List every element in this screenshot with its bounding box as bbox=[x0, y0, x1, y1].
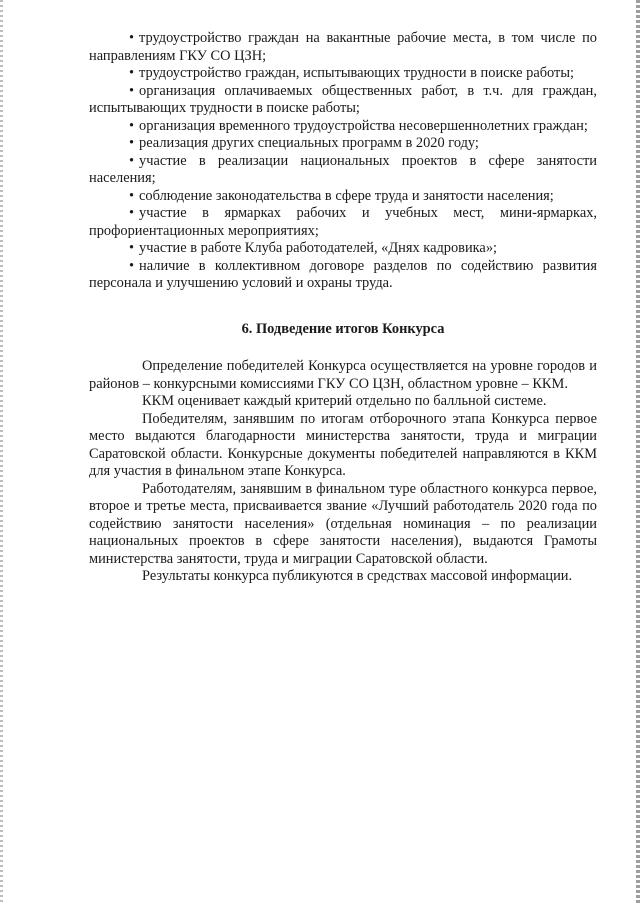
bullet-marker: • bbox=[129, 117, 135, 134]
paragraph: Определение победителей Конкурса осуществляется на уровне городов и районов – конкурсными комиссиями ГКУ СО ЦЗН, областном уровне – ККМ. bbox=[89, 358, 597, 392]
bullet-text: трудоустройство граждан на вакантные рабочие места, в том числе по направлениям ГКУ СО ЦЗН; bbox=[89, 30, 597, 64]
bullet-text: участие в реализации национальных проектов в сфере занятости населения; bbox=[89, 152, 597, 186]
bullet-item bbox=[89, 135, 597, 153]
scan-edge-left bbox=[0, 0, 3, 905]
bullet-marker: • bbox=[129, 65, 135, 81]
bullet-item bbox=[89, 83, 597, 118]
bullet-text: организация временного трудоустройства несовершеннолетних граждан; bbox=[139, 117, 588, 134]
bullet-marker: • bbox=[129, 240, 135, 256]
bullet-marker: • bbox=[129, 187, 135, 204]
document-content bbox=[89, 30, 597, 586]
bullet-item bbox=[89, 188, 597, 206]
bullet-item bbox=[89, 205, 597, 240]
bullet-marker: • bbox=[129, 30, 135, 46]
paragraph: Результаты конкурса публикуются в средствах массовой информации. bbox=[142, 568, 573, 584]
bullet-item bbox=[89, 30, 597, 65]
section-title: 6. Подведение итогов Конкурса bbox=[241, 320, 445, 337]
scan-edge-right bbox=[636, 0, 640, 905]
bullet-text: организация оплачиваемых общественных работ, в т.ч. для граждан, испытывающих трудности в поиске работы; bbox=[89, 82, 597, 116]
bullet-item bbox=[89, 240, 597, 258]
bullet-text: соблюдение законодательства в сфере труда и занятости населения; bbox=[139, 187, 554, 204]
bullet-marker: • bbox=[129, 257, 135, 274]
bullet-text: реализация других специальных программ в 2020 году; bbox=[139, 135, 479, 151]
bullet-marker: • bbox=[129, 82, 135, 99]
bullet-item bbox=[89, 258, 597, 293]
criteria-bullet-list bbox=[89, 30, 597, 293]
bullet-text: участие в работе Клуба работодателей, «Днях кадровика»; bbox=[139, 240, 498, 256]
bullet-text: наличие в коллективном договоре разделов по содействию развития персонала и улучшению условий и охраны труда. bbox=[89, 257, 597, 291]
bullet-marker: • bbox=[129, 152, 135, 169]
bullet-item bbox=[89, 65, 597, 83]
section-body bbox=[89, 358, 597, 586]
bullet-marker: • bbox=[129, 135, 135, 151]
paragraph: Победителям, занявшим по итогам отборочного этапа Конкурса первое место выдаются благодарности министерства занятости, труда и миграции Саратовской области. Конкурсные документы победителей направляются в ККМ для участия в финальном этапе Конкурса. bbox=[89, 410, 597, 479]
paragraph: Работодателям, занявшим в финальном туре областного конкурса первое, второе и третье места, присваивается звание «Лучший работодатель 2020 года по содействию занятости населения» (отдельная номинация – по реализации национальных проектов в сфере занятости населения), выдаются Грамоты министерства занятости, труда и миграции Саратовской области. bbox=[89, 480, 597, 567]
bullet-marker: • bbox=[129, 205, 135, 221]
bullet-text: трудоустройство граждан, испытывающих трудности в поиске работы; bbox=[139, 65, 575, 81]
bullet-text: участие в ярмарках рабочих и учебных мест, мини-ярмарках, профориентационных мероприятиях; bbox=[89, 205, 597, 239]
bullet-item bbox=[89, 153, 597, 188]
bullet-item bbox=[89, 118, 597, 136]
paragraph: ККМ оценивает каждый критерий отдельно по балльной системе. bbox=[142, 393, 547, 409]
